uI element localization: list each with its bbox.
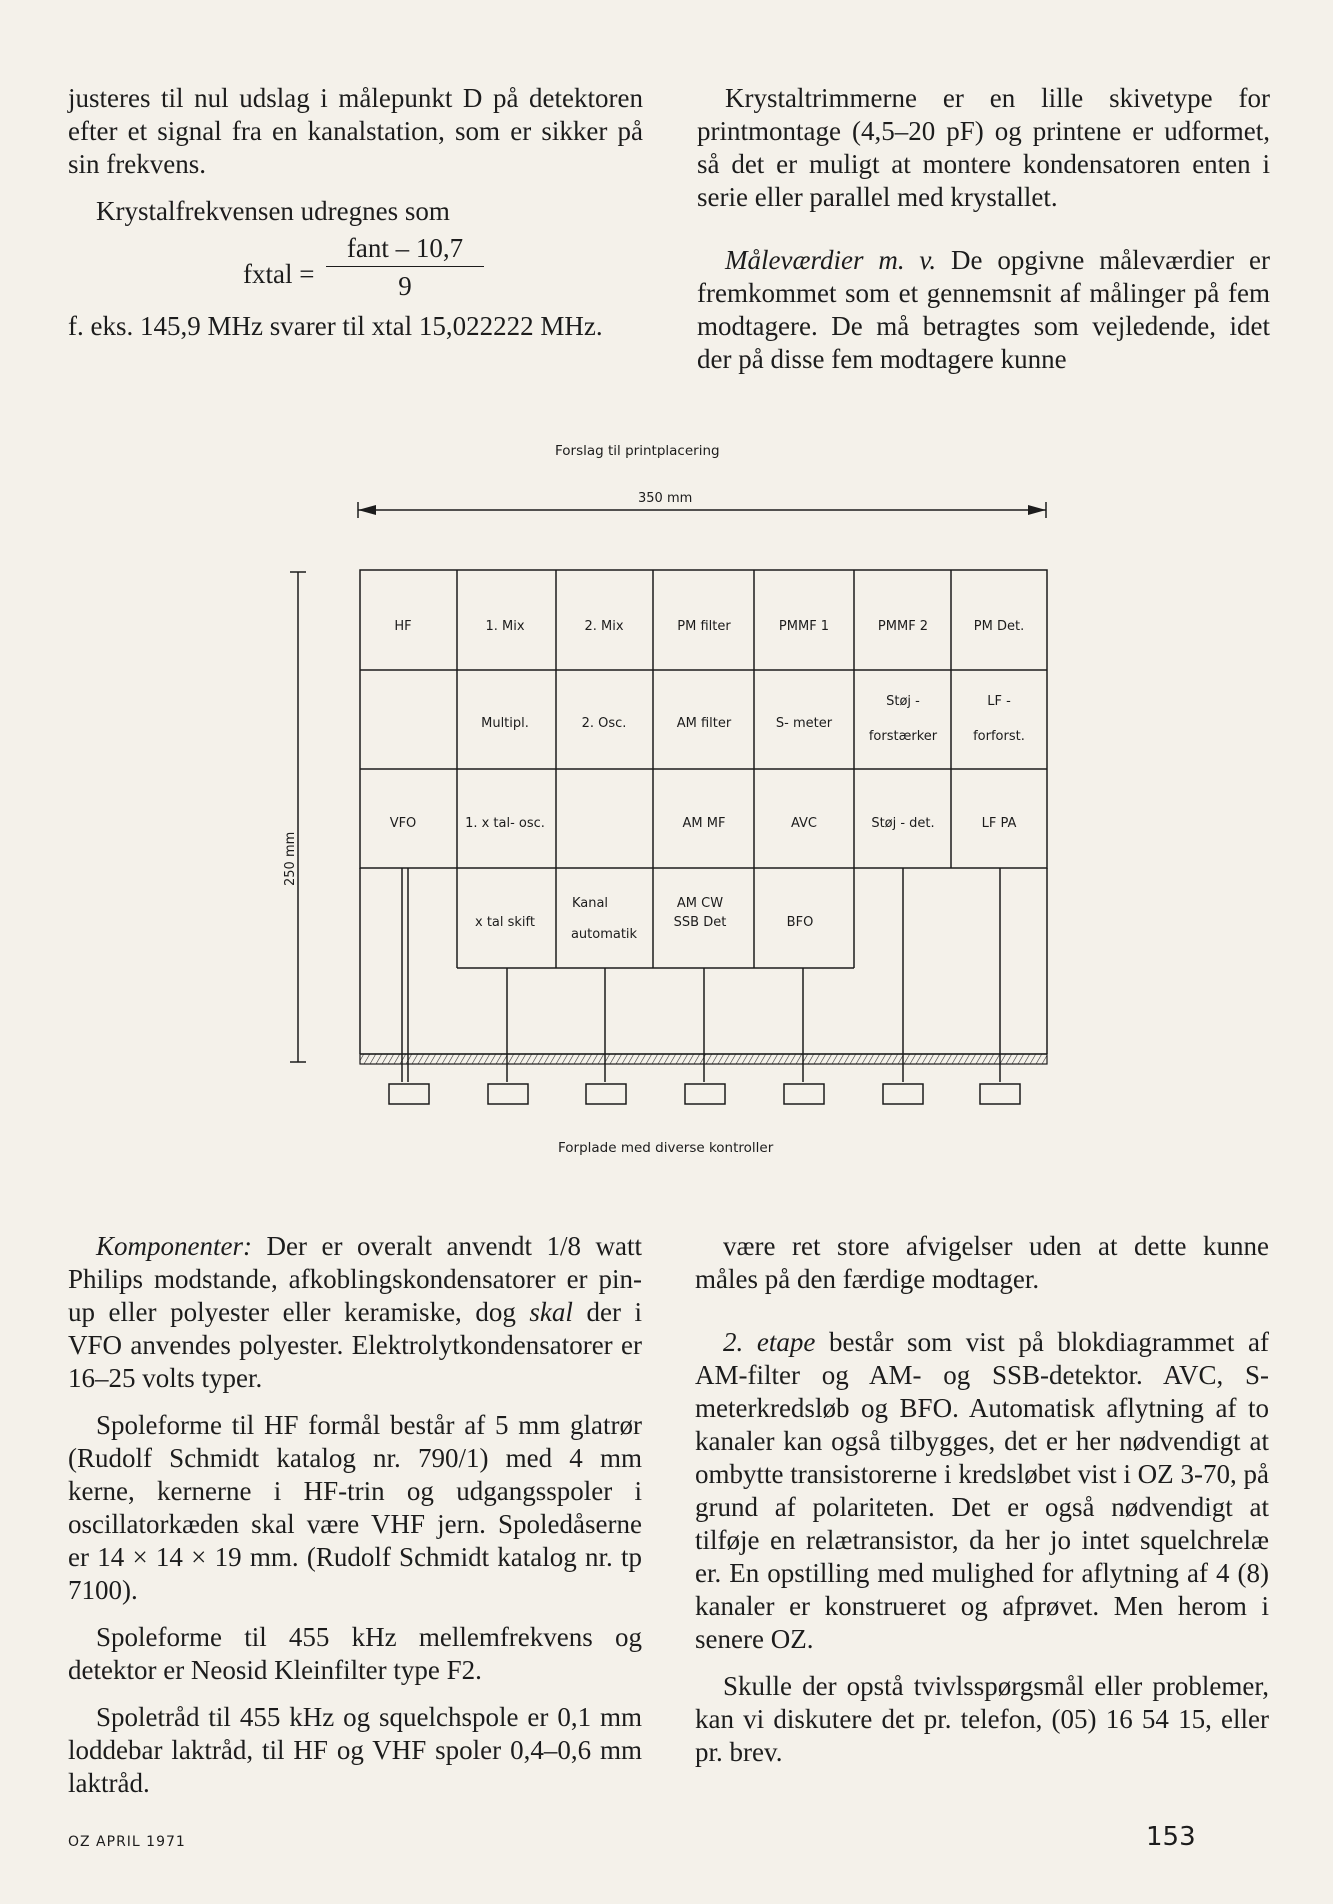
block-xtal-skift: x tal skift xyxy=(475,915,535,930)
paragraph: Skulle der opstå tvivlsspørgsmål eller problemer, kan vi diskutere det pr. telefon, (05) 16 54 15, eller pr. brev. xyxy=(695,1671,1269,1767)
bottom-left-column xyxy=(68,1230,642,1814)
knob-2 xyxy=(488,1084,528,1104)
top-right-column xyxy=(697,82,1270,390)
knob-4 xyxy=(685,1084,725,1104)
block-lf-pa: LF PA xyxy=(981,816,1017,831)
formula-denominator: 9 xyxy=(398,271,412,301)
arrow-left xyxy=(358,505,376,515)
block-s-meter: S- meter xyxy=(775,716,833,731)
block-pm-filter: PM filter xyxy=(677,619,731,634)
paragraph: justeres til nul udslag i målepunkt D på detektoren efter et signal fra en kanalstation, som er sikker på sin frekvens. xyxy=(68,83,643,179)
paragraph xyxy=(695,1326,1269,1656)
block-multipl: Multipl. xyxy=(481,716,529,731)
paragraph: være ret store afvigelser uden at dette kunne måles på den færdige modtager. xyxy=(695,1231,1269,1294)
paragraph: Spoleforme til 455 kHz mellemfrekvens og detektor er Neosid Kleinfilter type F2. xyxy=(68,1622,642,1685)
italic-heading: Måleværdier m. v. xyxy=(725,245,937,275)
diagram-title: Forslag til printplacering xyxy=(555,443,720,459)
knob-1 xyxy=(389,1084,429,1104)
paragraph: Krystalfrekvensen udregnes som xyxy=(96,196,450,226)
block-amcw-line1: AM CW xyxy=(676,896,724,911)
arrow-right xyxy=(1028,505,1046,515)
block-amcw-line2: SSB Det xyxy=(673,915,727,930)
block-kanal-line2: automatik xyxy=(570,927,638,942)
height-label: 250 mm xyxy=(283,831,298,886)
paragraph xyxy=(68,1230,642,1395)
diagram-caption: Forplade med diverse kontroller xyxy=(558,1140,774,1156)
block-stoej-det: Støj - det. xyxy=(871,816,935,831)
block-stoej-forst-line1: Støj - xyxy=(886,694,920,709)
paragraph: Spoletråd til 455 kHz og squelchspole er 0,1 mm loddebar laktråd, til HF og VHF spoler 0,4–0,6 mm laktråd. xyxy=(68,1702,642,1798)
block-kanal-line1: Kanal xyxy=(571,896,609,911)
knob-7 xyxy=(980,1084,1020,1104)
width-label: 350 mm xyxy=(638,491,693,506)
block-pmmf2: PMMF 2 xyxy=(877,619,929,634)
block-2-mix: 2. Mix xyxy=(584,619,624,634)
block-vfo: VFO xyxy=(389,816,417,831)
paragraph-text: De opgivne måleværdier er fremkommet som et gennemsnit af målinger på fem modtagere. De må betragtes som vejledende, idet der på disse fem modtagere kunne xyxy=(697,245,1270,374)
block-lf-forforst-line2: forforst. xyxy=(973,729,1025,744)
block-hf: HF xyxy=(394,619,412,634)
crystal-frequency-formula xyxy=(68,232,643,306)
block-stoej-forst-line2: forstærker xyxy=(868,729,938,744)
knob-6 xyxy=(883,1084,923,1104)
block-lf-forforst-line1: LF - xyxy=(987,694,1011,709)
block-1-xtal-osc: 1. x tal- osc. xyxy=(465,816,545,831)
block-pmmf1: PMMF 1 xyxy=(778,619,830,634)
footer-issue: OZ APRIL 1971 xyxy=(68,1834,186,1850)
formula-numerator: fant – 10,7 xyxy=(346,233,464,263)
paragraph: f. eks. 145,9 MHz svarer til xtal 15,022222 MHz. xyxy=(68,311,603,341)
italic-heading: 2. etape xyxy=(723,1327,816,1357)
block-2-osc: 2. Osc. xyxy=(581,716,627,731)
bottom-right-column xyxy=(695,1230,1269,1783)
italic-heading: Komponenter: xyxy=(96,1231,252,1261)
block-am-mf: AM MF xyxy=(682,816,726,831)
block-am-filter: AM filter xyxy=(676,716,732,731)
block-avc: AVC xyxy=(790,816,818,831)
italic-word: skal xyxy=(529,1297,573,1327)
paragraph-text: består som vist på blokdiagrammet af AM-filter og AM- og SSB-detektor. AVC, S-meterkredsløb og BFO. Automatisk aflytning af to kanaler kan også tilbygges, det er her nødvendigt at ombytte transistorerne i kredsløbet vist i OZ 3-70, på grund af polariteten. Det er også nødvendigt at tilføje en relætransistor, da her jo intet squelchrelæ er. En opstilling med mulighed for aflytning af 4 (8) kanaler er konstrueret og afprøvet. Men herom i senere OZ. xyxy=(695,1327,1269,1654)
page-number: 153 xyxy=(1146,1822,1196,1852)
paragraph: Spoleforme til HF formål består af 5 mm glatrør (Rudolf Schmidt katalog nr. 790/1) med 4 mm kerne, kernerne i HF-trin og udgangsspoler i oscillatorkæden skal være VHF jern. Spoledåserne er 14 × 14 × 19 mm. (Rudolf Schmidt katalog nr. tp 7100). xyxy=(68,1410,642,1605)
knob-5 xyxy=(784,1084,824,1104)
paragraph-text: Der er overalt anvendt 1/8 watt Philips modstande, afkoblingskondensatorer er pin-up eller polyester eller keramiske, dog xyxy=(68,1231,642,1327)
block-1-mix: 1. Mix xyxy=(485,619,525,634)
block-pm-det: PM Det. xyxy=(973,619,1025,634)
paragraph-text: der i VFO anvendes polyester. Elektrolytkondensatorer er 16–25 volts typer. xyxy=(68,1297,642,1393)
top-left-column xyxy=(68,82,643,357)
front-panel xyxy=(360,1054,1047,1064)
knob-3 xyxy=(586,1084,626,1104)
fraction-bar xyxy=(326,266,484,267)
formula-lhs: fxtal = xyxy=(243,259,315,289)
block-bfo: BFO xyxy=(786,915,814,930)
module-grid xyxy=(360,570,1047,1082)
paragraph xyxy=(697,244,1270,376)
paragraph: Krystaltrimmerne er en lille skivetype for printmontage (4,5–20 pF) og printene er udformet, så det er muligt at montere kondensatoren enten i serie eller parallel med krystallet. xyxy=(697,83,1270,212)
